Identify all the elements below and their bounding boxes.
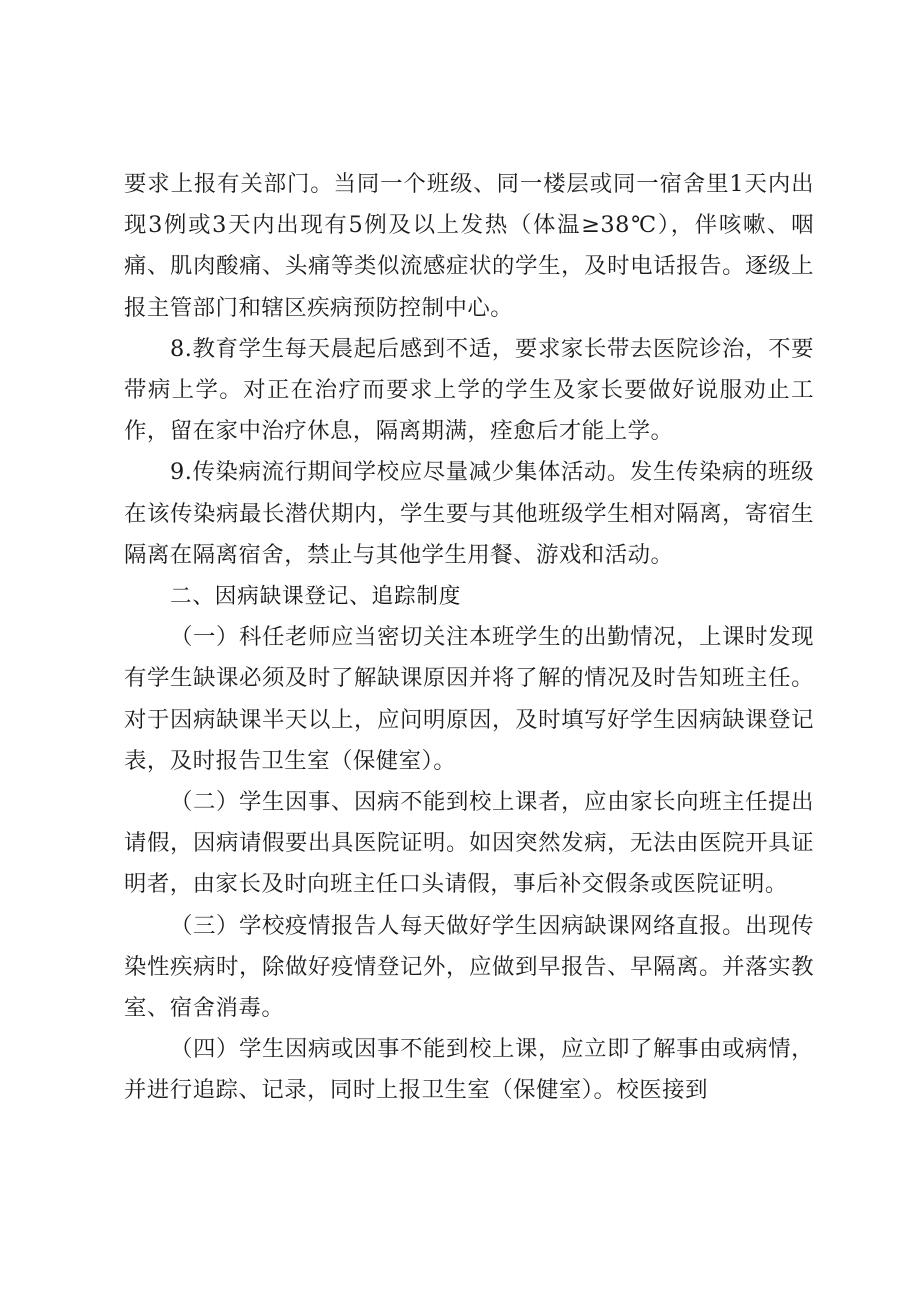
paragraph-sub-item-3: （三）学校疫情报告人每天做好学生因病缺课网络直报。出现传染性疾病时，除做好疫情登记外，应做到早报告、早隔离。并落实教室、宿舍消毒。 (124, 912, 814, 1022)
paragraph-item-8: 8.教育学生每天晨起后感到不适，要求家长带去医院诊治，不要带病上学。对正在治疗而要求上学的学生及家长要做好说服劝止工作，留在家中治疗休息，隔离期满，痊愈后才能上学。 (124, 335, 814, 445)
paragraph-sub-item-2: （二）学生因事、因病不能到校上课者，应由家长向班主任提出请假，因病请假要出具医院证明。如因突然发病，无法由医院开具证明者，由家长及时向班主任口头请假，事后补交假条或医院证明。 (124, 789, 814, 898)
document-body (124, 164, 814, 1112)
paragraph-sub-item-4: （四）学生因病或因事不能到校上课，应立即了解事由或病情，并进行追踪、记录，同时上报卫生室（保健室）。校医接到 (124, 1036, 814, 1104)
paragraph-report-requirements: 要求上报有关部门。当同一个班级、同一楼层或同一宿舍里1天内出现3例或3天内出现有5例及以上发热（体温≥38℃），伴咳嗽、咽痛、肌肉酸痛、头痛等类似流感症状的学生，及时电话报告。逐级上报主管部门和辖区疾病预防控制中心。 (124, 171, 814, 321)
paragraph-item-9: 9.传染病流行期间学校应尽量减少集体活动。发生传染病的班级在该传染病最长潜伏期内，学生要与其他班级学生相对隔离，寄宿生隔离在隔离宿舍，禁止与其他学生用餐、游戏和活动。 (124, 459, 814, 568)
paragraph-sub-item-1: （一）科任老师应当密切关注本班学生的出勤情况，上课时发现有学生缺课必须及时了解缺课原因并将了解的情况及时告知班主任。对于因病缺课半天以上，应问明原因，及时填写好学生因病缺课登记表，及时报告卫生室（保健室）。 (124, 624, 814, 774)
section-heading-absence-tracking: 二、因病缺课登记、追踪制度 (170, 584, 462, 610)
